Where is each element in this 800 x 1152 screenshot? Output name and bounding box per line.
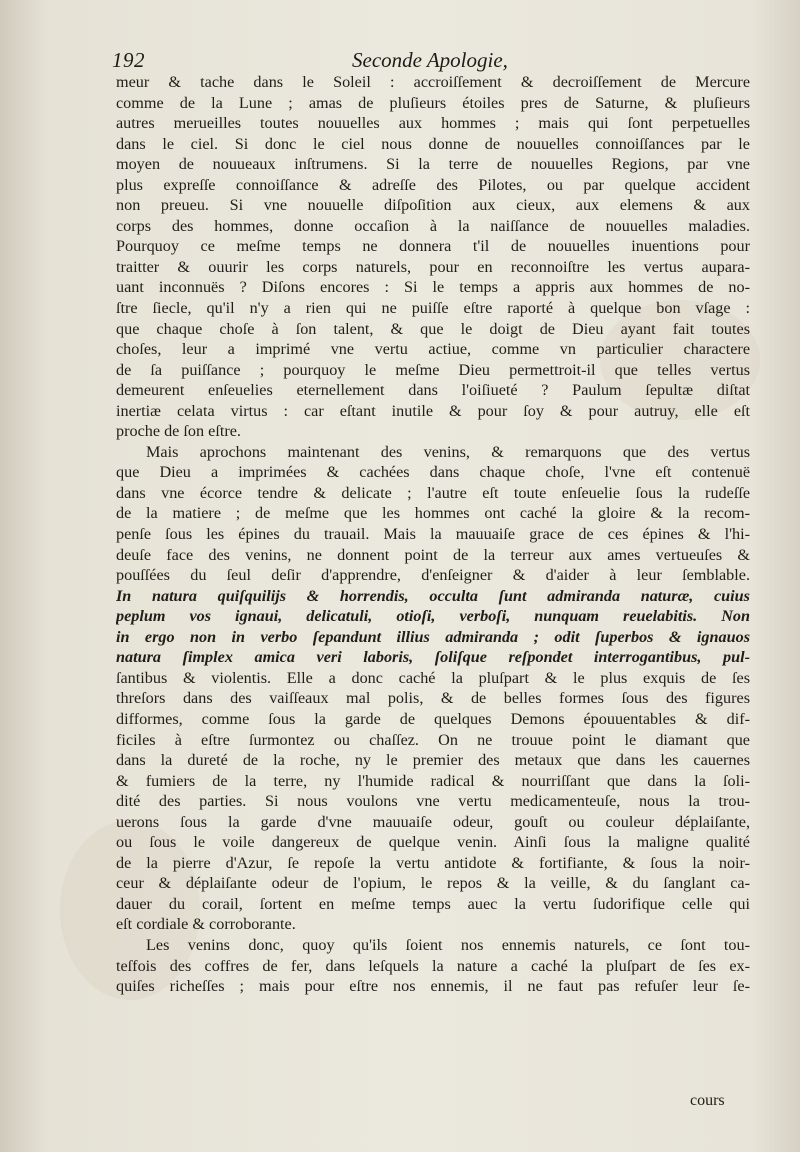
page-number: 192	[112, 48, 145, 72]
text-line: plus expreſſe connoiſſance & adreſſe des Pilotes, ou par quelque accident	[116, 175, 750, 194]
text-line: corps des hommes, donne occaſion à la naiſſance de nouuelles maladies.	[116, 216, 750, 235]
text-line: Les venins donc, quoy qu'ils ſoient nos ennemis naturels, ce ſont tou-	[146, 935, 750, 954]
text-line: autres merueilles toutes nouuelles aux hommes ; mais qui ſont perpetuelles	[116, 114, 750, 133]
text-line: de la matiere ; de meſme que les hommes ont caché la gloire & la recom-	[116, 504, 750, 523]
text-line: dans le ciel. Si donc le ciel nous donne de nouuelles connoiſſances par le	[116, 134, 750, 153]
text-line: de ſa puiſſance ; pourquoy le meſme Dieu permettroit-il que telles vertus	[116, 360, 750, 379]
text-line: threſors dans des vaiſſeaux mal polis, & de belles formes ſous des figures	[116, 689, 750, 708]
text-line: ceur & déplaiſante odeur de l'opium, le repos & la veille, & du ſanglant ca-	[116, 874, 750, 893]
text-line: non preueu. Si vne nouuelle diſpoſition aux cieux, aux elemens & aux	[116, 196, 750, 215]
text-line: ſantibus & violentis. Elle a donc caché la pluſpart & le plus exquis de ſes	[116, 668, 750, 687]
text-line: de la pierre d'Azur, ſe repoſe la vertu antidote & fortifiante, & ſous la noir-	[116, 853, 750, 872]
running-title: Seconde Apologie,	[352, 48, 508, 72]
text-line: inertiæ celata virtus : car eſtant inutile & pour ſoy & pour autruy, elle eſt	[116, 401, 750, 420]
text-line: que chaque choſe à ſon talent, & que le doigt de Dieu ayant fait toutes	[116, 319, 750, 338]
text-line: traitter & ouurir les corps naturels, pour en reconnoiſtre les vertus aupara-	[116, 257, 750, 276]
text-line: ficiles à eſtre ſurmontez ou chaſſez. On ne trouue point le diamant que	[116, 730, 750, 749]
text-line: choſes, leur a imprimé vne vertu actiue, comme vn particulier charactere	[116, 340, 750, 359]
text-line: demeurent enſeuelies eternellement dans l'oiſiueté ? Paulum ſepultæ diſtat	[116, 381, 750, 400]
text-line: Pourquoy ce meſme temps ne donnera t'il de nouuelles inuentions pour	[116, 237, 750, 256]
text-line: deuſe face des venins, ne donnent point de la terreur aux ames vertueuſes &	[116, 545, 750, 564]
text-line: in ergo non in verbo ſepandunt illius admiranda ; odit ſuperbos & ignauos	[116, 627, 750, 646]
text-line: dans vne écorce tendre & delicate ; l'autre eſt toute enſeuelie ſous la rudeſſe	[116, 483, 750, 502]
text-line: peplum vos ignaui, delicatuli, otioſi, verboſi, nunquam reuelabitis. Non	[116, 607, 750, 626]
text-line: quiſes richeſſes ; mais pour eſtre nos ennemis, il ne faut pas refuſer leur ſe-	[116, 977, 750, 996]
text-line: pouſſées du ſeul deſir d'apprendre, d'enſeigner & d'aider à leur ſemblable.	[116, 566, 750, 585]
text-line: Mais aprochons maintenant des venins, & remarquons que des vertus	[146, 442, 750, 461]
text-line: ou ſous le voile dangereux de quelque venin. Ainſi ſous la maligne qualité	[116, 833, 750, 852]
text-line: que Dieu a imprimées & cachées dans chaque choſe, l'vne eſt contenuë	[116, 463, 750, 482]
text-line: teſfois des coffres de fer, dans leſquels la nature a caché la pluſpart de ſes ex-	[116, 956, 750, 975]
text-line: dauer du corail, ſortent en meſme temps auec la vertu ſudorifique celle qui	[116, 894, 750, 913]
text-line: difformes, comme ſous la garde de quelques Demons épouuentables & dif-	[116, 709, 750, 728]
text-line: penſe ſous les épines du trauail. Mais la mauuaiſe grace de ces épines & l'hi-	[116, 525, 750, 544]
text-line: dité des parties. Si nous voulons vne vertu medicamenteuſe, nous la trou-	[116, 792, 750, 811]
catchword: cours	[690, 1092, 725, 1109]
text-line: natura ſimplex amica veri laboris, ſoliſque reſpondet interrogantibus, pul-	[116, 648, 750, 667]
text-line: comme de la Lune ; amas de pluſieurs étoiles pres de Saturne, & pluſieurs	[116, 93, 750, 112]
text-line: dans la dureté de la roche, ny le premier des metaux que dans les cauernes	[116, 751, 750, 770]
text-line: In natura quiſquilijs & horrendis, occulta ſunt admiranda naturæ, cuius	[116, 586, 750, 605]
body-text	[116, 72, 750, 997]
text-line: moyen de nouueaux inſtrumens. Si la terre de nouuelles Regions, par vne	[116, 155, 750, 174]
text-line: proche de ſon eſtre.	[116, 422, 241, 441]
text-line: uant inconnuës ? Diſons encores : Si le temps a appris aux hommes de no-	[116, 278, 750, 297]
text-line: ſtre ſiecle, qu'il n'y a rien qui ne puiſſe eſtre raporté à quelque bon vſage :	[116, 299, 750, 318]
text-line: eſt cordiale & corroborante.	[116, 915, 296, 934]
text-line: meur & tache dans le Soleil : accroiſſement & decroiſſement de Mercure	[116, 73, 750, 91]
text-line: & fumiers de la terre, ny l'humide radical & nourriſſant que dans la ſoli-	[116, 771, 750, 790]
text-line: uerons ſous la garde d'vne mauuaiſe odeur, gouſt ou couleur déplaiſante,	[116, 812, 750, 831]
